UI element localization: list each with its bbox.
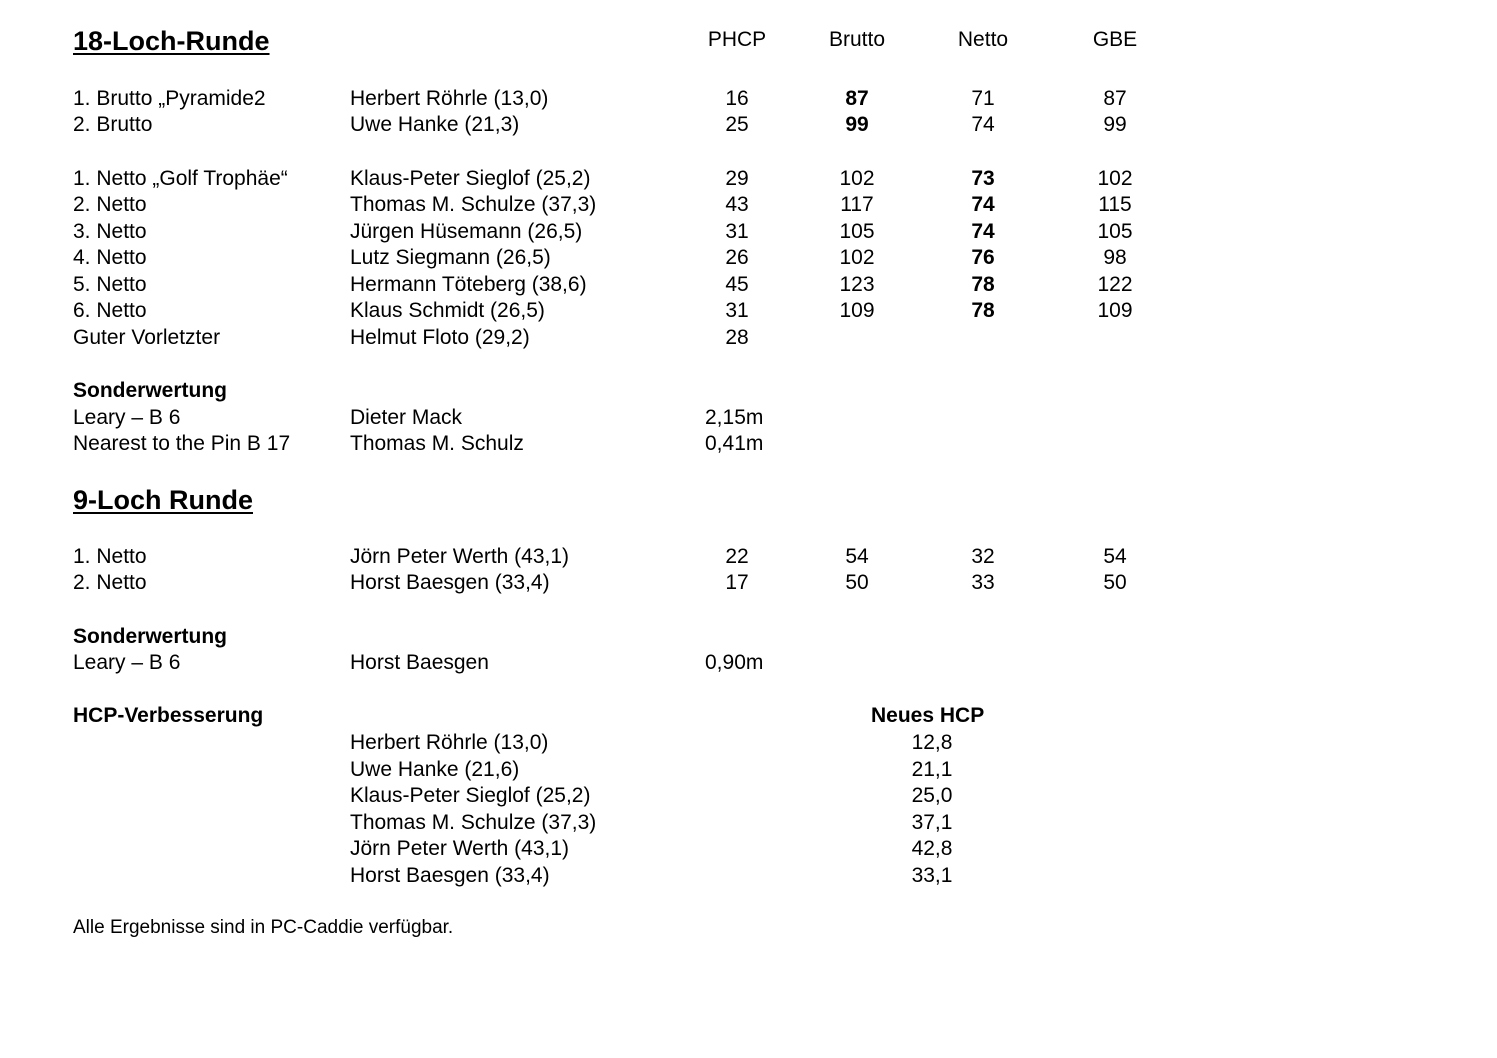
netto-value: 74 [971, 113, 995, 136]
phcp-value: 17 [725, 571, 749, 594]
header-netto: Netto [957, 28, 1009, 51]
brutto-value: 102 [839, 246, 875, 269]
netto-value: 73 [971, 167, 995, 190]
player-name: Jürgen Hüsemann (26,5) [350, 220, 583, 243]
brutto-value: 87 [845, 87, 869, 110]
special9-title: Sonderwertung [73, 625, 228, 648]
player-name: Horst Baesgen (33,4) [350, 571, 550, 594]
gbe-value: 98 [1103, 246, 1127, 269]
player-name: Dieter Mack [350, 406, 463, 429]
gbe-value: 54 [1103, 545, 1127, 568]
footer-note: Alle Ergebnisse sind in PC-Caddie verfügbar. [73, 917, 454, 938]
player-name: Thomas M. Schulze (37,3) [350, 811, 597, 834]
player-name: Hermann Töteberg (38,6) [350, 273, 587, 296]
new-hcp-value: 42,8 [911, 837, 953, 860]
netto-value: 32 [971, 545, 995, 568]
player-name: Horst Baesgen [350, 651, 489, 674]
new-hcp-value: 12,8 [911, 731, 953, 754]
row-label: 6. Netto [73, 299, 147, 322]
player-name: Uwe Hanke (21,6) [350, 758, 520, 781]
special18-title: Sonderwertung [73, 379, 228, 402]
header-brutto: Brutto [828, 28, 886, 51]
brutto-value: 117 [840, 193, 874, 216]
row-label: 2. Netto [73, 193, 147, 216]
row-label: 1. Netto [73, 545, 147, 568]
brutto-value: 99 [845, 113, 869, 136]
player-name: Klaus-Peter Sieglof (25,2) [350, 167, 591, 190]
brutto-value: 123 [839, 273, 875, 296]
phcp-value: 16 [725, 87, 749, 110]
player-name: Herbert Röhrle (13,0) [350, 87, 549, 110]
brutto-value: 105 [839, 220, 875, 243]
phcp-value: 31 [725, 220, 749, 243]
brutto-value: 50 [845, 571, 869, 594]
phcp-value: 43 [725, 193, 749, 216]
row-label: 1. Netto „Golf Trophäe“ [73, 167, 288, 190]
new-hcp-value: 25,0 [911, 784, 953, 807]
phcp-value: 26 [725, 246, 749, 269]
new-hcp-header: Neues HCP [871, 704, 985, 727]
brutto-value: 54 [845, 545, 869, 568]
player-name: Klaus-Peter Sieglof (25,2) [350, 784, 591, 807]
special-label: Leary – B 6 [73, 651, 181, 674]
special-value: 0,41m [705, 432, 764, 455]
hcp-title: HCP-Verbesserung [73, 704, 264, 727]
phcp-value: 25 [725, 113, 749, 136]
player-name: Herbert Röhrle (13,0) [350, 731, 549, 754]
header-phcp: PHCP [707, 28, 767, 51]
special-label: Nearest to the Pin B 17 [73, 432, 291, 455]
player-name: Klaus Schmidt (26,5) [350, 299, 545, 322]
new-hcp-value: 33,1 [911, 864, 953, 887]
player-name: Jörn Peter Werth (43,1) [350, 837, 570, 860]
gbe-value: 102 [1097, 167, 1133, 190]
phcp-value: 22 [725, 545, 749, 568]
round9-title: 9-Loch Runde [73, 485, 253, 515]
header-gbe: GBE [1092, 28, 1138, 51]
player-name: Thomas M. Schulz [350, 432, 524, 455]
round18-title: 18-Loch-Runde [73, 26, 270, 56]
new-hcp-value: 21,1 [911, 758, 953, 781]
gbe-value: 109 [1097, 299, 1133, 322]
phcp-value: 45 [725, 273, 749, 296]
netto-value: 74 [971, 193, 995, 216]
netto-value: 71 [971, 87, 995, 110]
row-label: 2. Brutto [73, 113, 153, 136]
new-hcp-value: 37,1 [911, 811, 953, 834]
row-label: 3. Netto [73, 220, 147, 243]
gbe-value: 87 [1103, 87, 1127, 110]
brutto-value: 102 [839, 167, 875, 190]
row-label: Guter Vorletzter [73, 326, 221, 349]
player-name: Jörn Peter Werth (43,1) [350, 545, 570, 568]
player-name: Thomas M. Schulze (37,3) [350, 193, 597, 216]
player-name: Horst Baesgen (33,4) [350, 864, 550, 887]
gbe-value: 115 [1098, 193, 1132, 216]
netto-value: 76 [971, 246, 995, 269]
netto-value: 78 [971, 299, 995, 322]
player-name: Lutz Siegmann (26,5) [350, 246, 551, 269]
phcp-value: 31 [725, 299, 749, 322]
special-value: 2,15m [705, 406, 764, 429]
phcp-value: 28 [725, 326, 749, 349]
netto-value: 33 [971, 571, 995, 594]
phcp-value: 29 [725, 167, 749, 190]
special-value: 0,90m [705, 651, 764, 674]
gbe-value: 105 [1097, 220, 1133, 243]
row-label: 1. Brutto „Pyramide2 [73, 87, 266, 110]
netto-value: 74 [971, 220, 995, 243]
gbe-value: 50 [1103, 571, 1127, 594]
row-label: 5. Netto [73, 273, 147, 296]
player-name: Uwe Hanke (21,3) [350, 113, 520, 136]
brutto-value: 109 [839, 299, 875, 322]
row-label: 4. Netto [73, 246, 147, 269]
row-label: 2. Netto [73, 571, 147, 594]
player-name: Helmut Floto (29,2) [350, 326, 530, 349]
netto-value: 78 [971, 273, 995, 296]
gbe-value: 99 [1103, 113, 1127, 136]
special-label: Leary – B 6 [73, 406, 181, 429]
gbe-value: 122 [1097, 273, 1133, 296]
